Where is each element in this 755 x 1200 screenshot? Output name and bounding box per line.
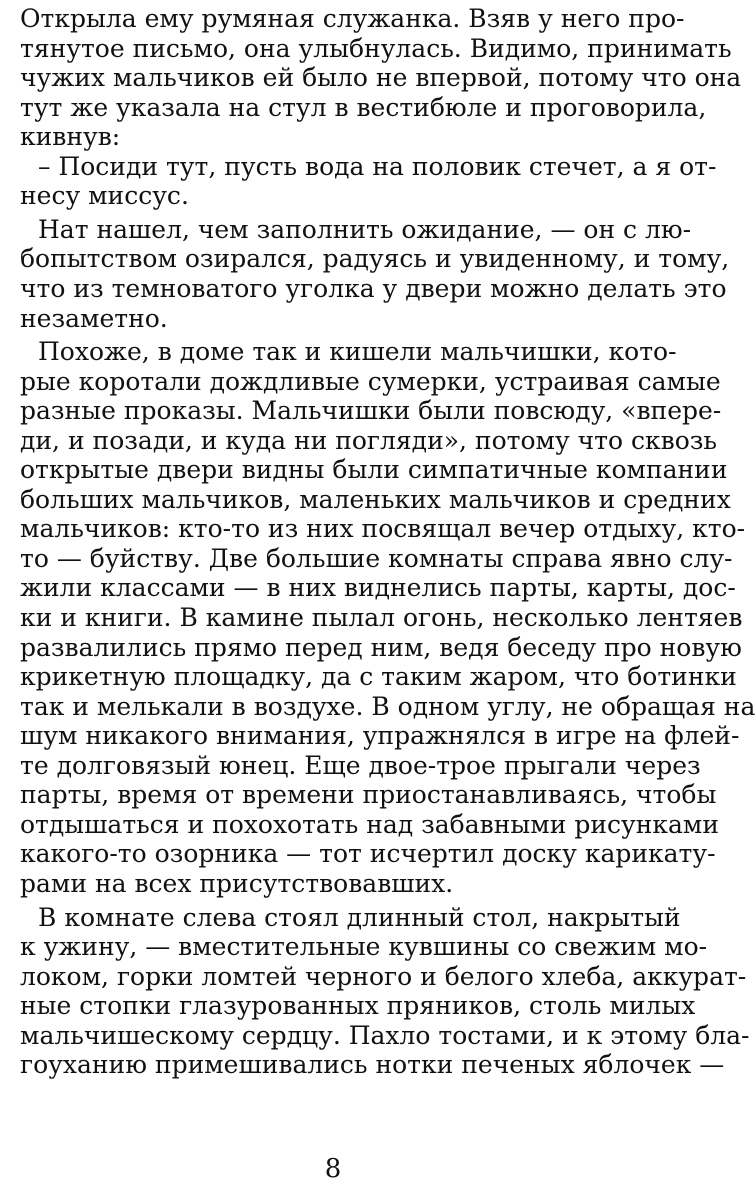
- text-line: мальчиков: кто-то из них посвящал вечер отдыху, кто-: [20, 514, 746, 544]
- text-line: чужих мальчиков ей было не впервой, потому что она: [20, 63, 742, 93]
- text-line: какого-то озорника — тот исчертил доску карикату-: [20, 839, 716, 869]
- text-line: несу миссус.: [20, 181, 189, 211]
- text-line: больших мальчиков, маленьких мальчиков и средних: [20, 484, 731, 514]
- text-line: так и мелькали в воздухе. В одном углу, не обращая на: [20, 691, 755, 721]
- text-line: Открыла ему румяная служанка. Взяв у него про-: [20, 4, 685, 33]
- text-line: те долговязый юнец. Еще двое-трое прыгали через: [20, 750, 701, 780]
- text-line: то — буйству. Две большие комнаты справа явно слу-: [20, 543, 733, 573]
- text-line: кивнув:: [20, 122, 121, 152]
- text-line: локом, горки ломтей черного и белого хлеба, аккурат-: [20, 961, 747, 991]
- text-line: ди, и позади, и куда ни погляди», потому что сквозь: [20, 425, 717, 455]
- text-line: жили классами — в них виднелись парты, карты, дос-: [20, 573, 736, 603]
- text-line: В комнате слева стоял длинный стол, накрытый: [38, 902, 681, 932]
- text-line: ные стопки глазурованных пряников, столь милых: [20, 991, 696, 1021]
- text-line: парты, время от времени приостанавливаясь, чтобы: [20, 780, 717, 810]
- book-page: [20, 0, 755, 1200]
- text-line: гоуханию примешивались нотки печеных яблочек —: [20, 1050, 725, 1080]
- text-line: разные проказы. Мальчишки были повсюду, «впере-: [20, 396, 722, 426]
- text-line: бопытством озирался, радуясь и увиденному, и тому,: [20, 244, 730, 274]
- text-line: что из темноватого уголка у двери можно делать это: [20, 273, 727, 303]
- text-line: рами на всех присутствовавших.: [20, 868, 454, 898]
- text-line: – Посиди тут, пусть вода на половик стечет, а я от-: [38, 151, 717, 181]
- text-line: шум никакого внимания, упражнялся в игре на флей-: [20, 721, 740, 751]
- text-line: крикетную площадку, да с таким жаром, что ботинки: [20, 662, 737, 692]
- text-line: мальчишескому сердцу. Пахло тостами, и к этому бла-: [20, 1020, 750, 1050]
- text-line: Похоже, в доме так и кишели мальчишки, кото-: [38, 337, 677, 367]
- text-line: отдышаться и похохотать над забавными рисунками: [20, 809, 719, 839]
- text-line: к ужину, — вместительные кувшины со свежим мо-: [20, 932, 708, 962]
- text-line: открытые двери видны были симпатичные компании: [20, 455, 728, 485]
- text-line: Нат нашел, чем заполнить ожидание, — он с лю-: [38, 214, 692, 244]
- text-line: тут же указала на стул в вестибюле и проговорила,: [20, 92, 707, 122]
- text-line: рые коротали дождливые сумерки, устраивая самые: [20, 366, 721, 396]
- text-line: ки и книги. В камине пылал огонь, несколько лентяев: [20, 603, 743, 632]
- page-number: 8: [324, 1154, 342, 1184]
- text-line: тянутое письмо, она улыбнулась. Видимо, принимать: [20, 33, 732, 63]
- text-line: незаметно.: [20, 303, 168, 333]
- text-line: развалились прямо перед ним, ведя беседу про новую: [20, 632, 742, 662]
